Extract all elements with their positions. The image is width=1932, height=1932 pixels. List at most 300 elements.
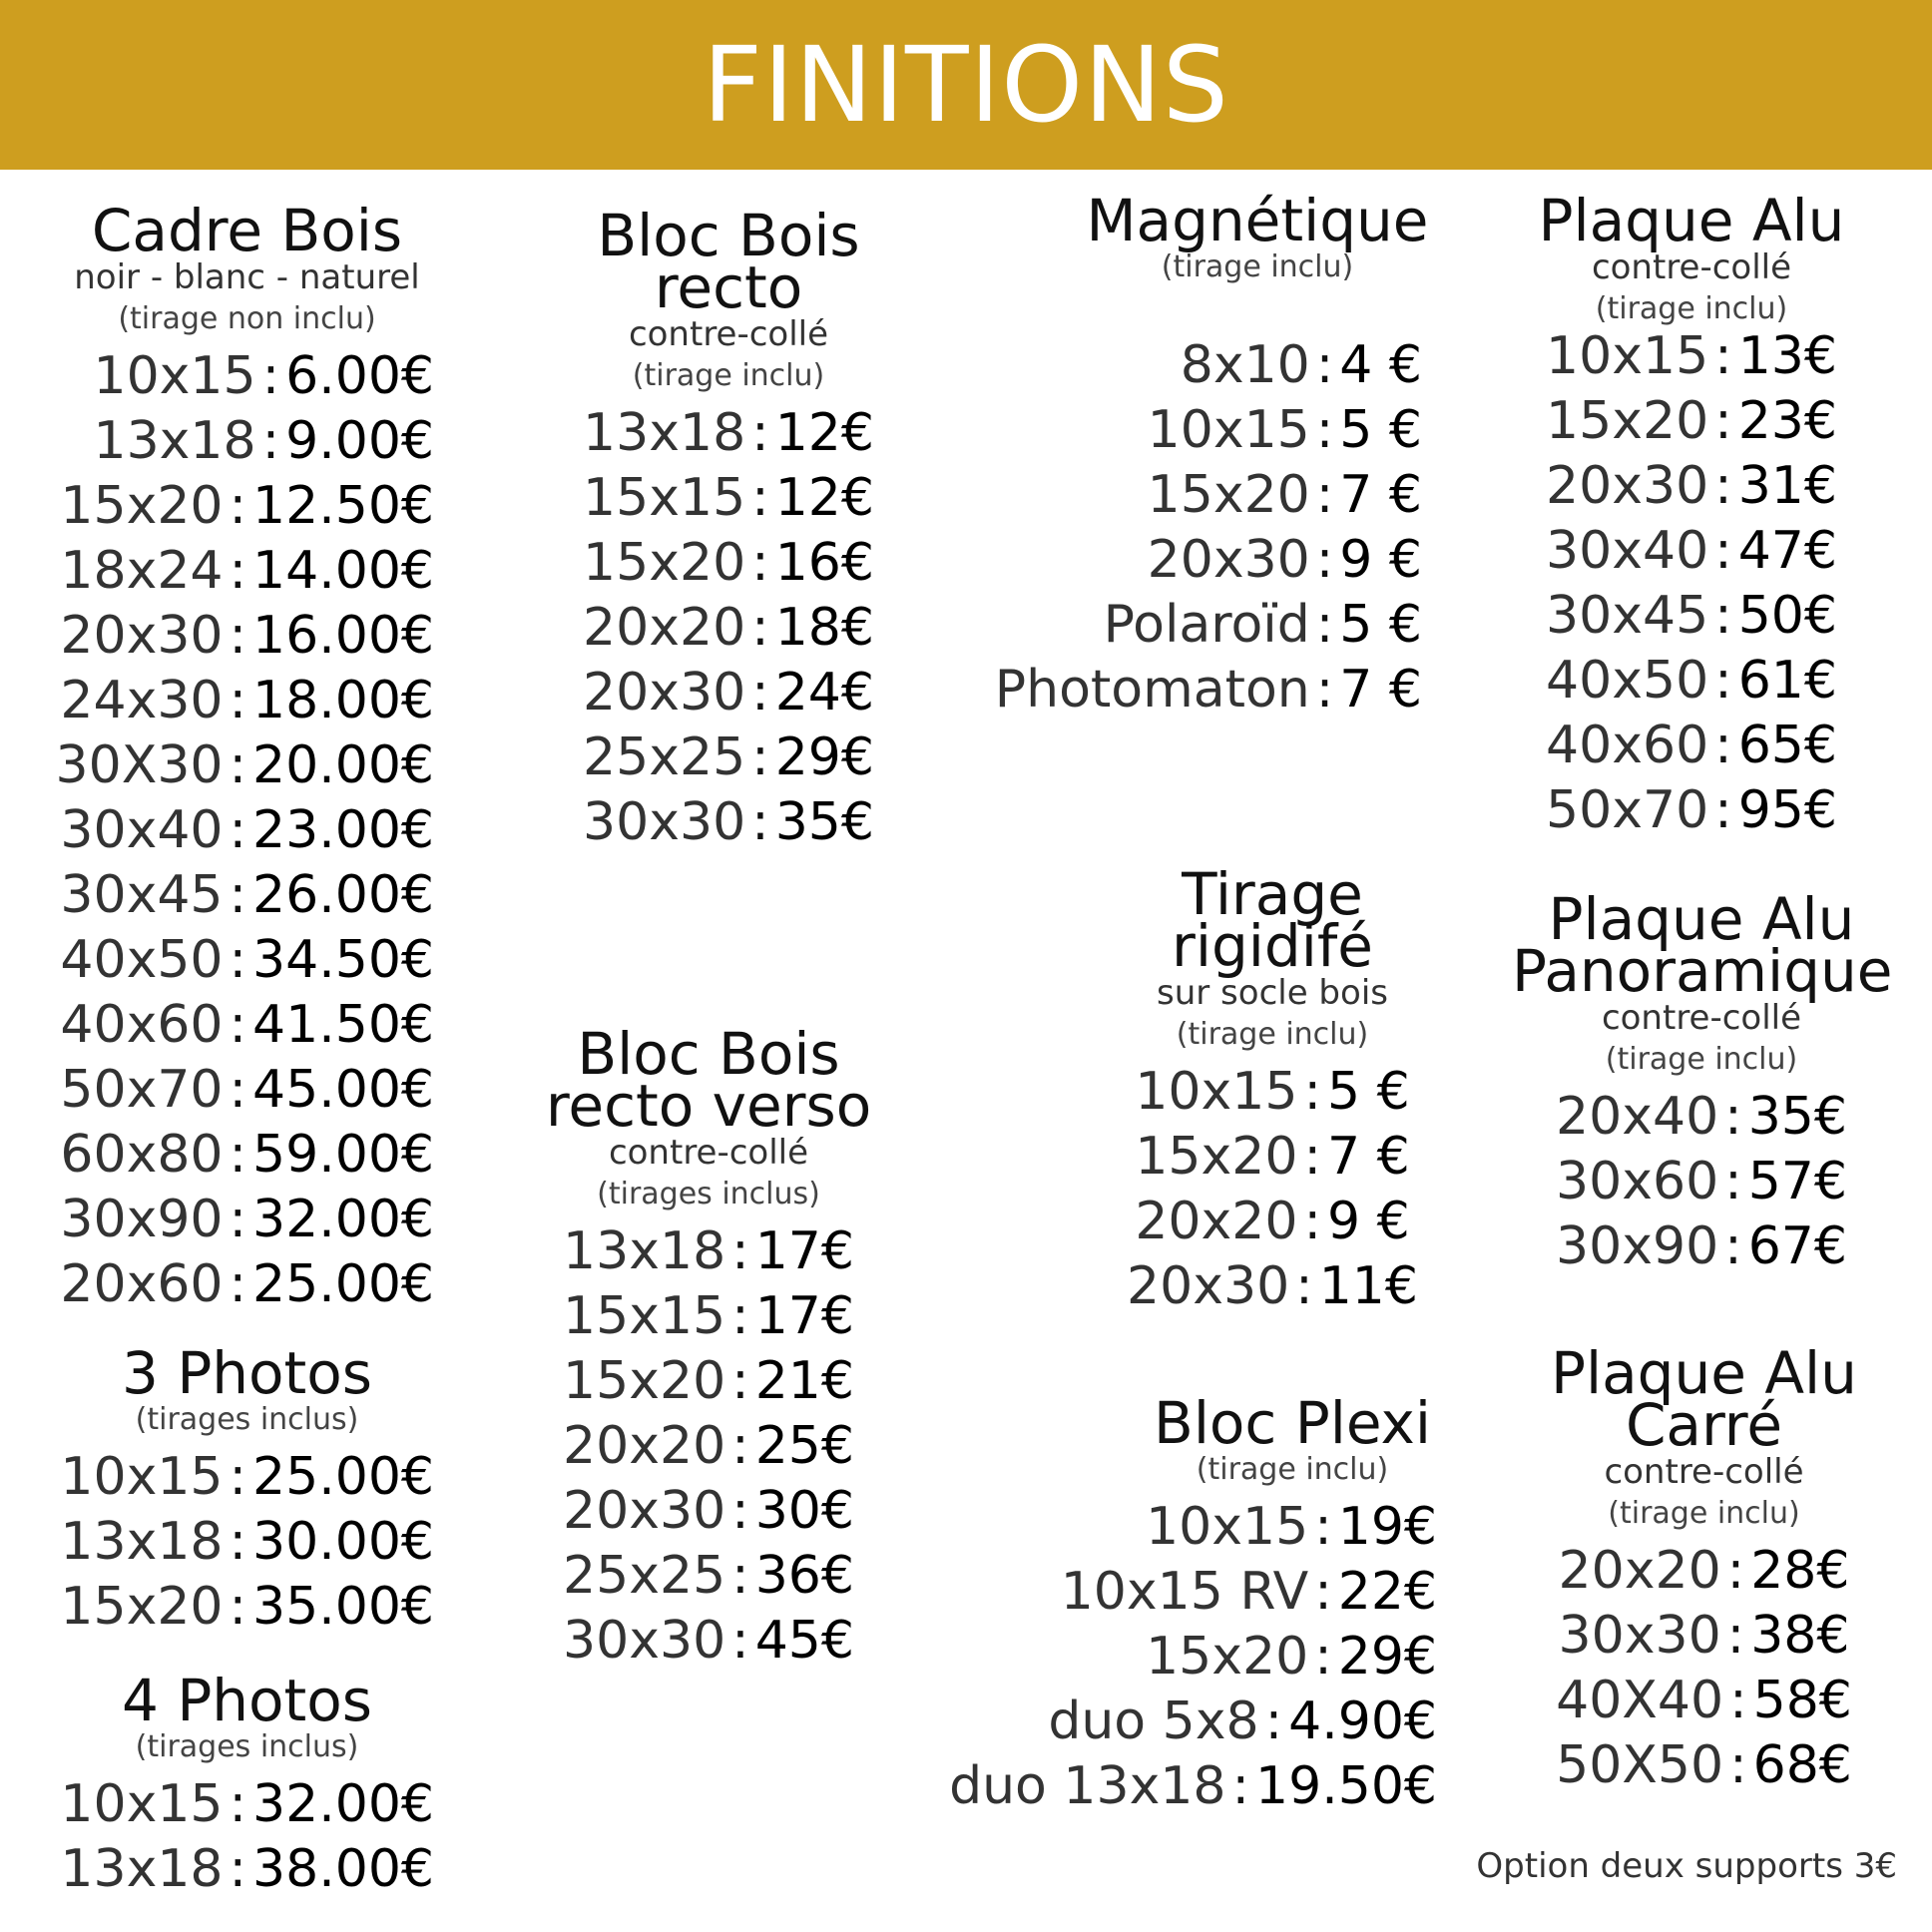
price-value: 35.00€	[252, 1577, 434, 1637]
price-value: 24€	[774, 663, 874, 723]
price-list	[1517, 324, 1866, 843]
separator: :	[1724, 1087, 1742, 1147]
price-value: 7 €	[1339, 465, 1422, 525]
section-title-line1: Plaque Alu	[1548, 885, 1855, 953]
price-row	[60, 344, 434, 409]
price-value: 59.00€	[252, 1125, 434, 1185]
separator: :	[1295, 1256, 1313, 1316]
section-subtitle: contre-collé	[628, 314, 829, 354]
section-plaque-alu-carre	[1522, 1339, 1886, 1798]
size-label: 50x70	[60, 1060, 224, 1120]
price-row	[1522, 1604, 1886, 1669]
separator: :	[731, 1481, 749, 1541]
section-title: Magnétique	[1086, 187, 1429, 254]
price-value: 18.00€	[252, 671, 434, 730]
price-value: 29€	[774, 727, 874, 787]
price-row	[60, 409, 434, 474]
price-row	[60, 1575, 434, 1640]
price-row	[60, 539, 434, 604]
price-list	[1512, 1085, 1891, 1279]
price-value: 17€	[754, 1221, 854, 1281]
price-row	[1522, 1669, 1886, 1733]
size-label: 15x20	[60, 1577, 224, 1637]
price-value: 35€	[774, 792, 874, 852]
price-value: 30€	[754, 1481, 854, 1541]
size-label: duo 5x8	[1048, 1691, 1259, 1751]
price-value: 12€	[774, 468, 874, 528]
price-row	[60, 928, 434, 993]
size-label: 30x90	[60, 1190, 224, 1249]
price-row	[988, 1560, 1437, 1625]
price-row	[988, 1495, 1437, 1560]
separator: :	[731, 1286, 749, 1346]
separator: :	[1315, 400, 1334, 460]
separator: :	[1726, 1606, 1745, 1666]
size-label: duo 13x18	[949, 1756, 1226, 1816]
price-value: 65€	[1737, 716, 1837, 775]
size-label: 15x20	[60, 476, 224, 536]
size-label: 30x45	[60, 865, 224, 925]
separator: :	[1726, 1541, 1745, 1601]
price-value: 19€	[1337, 1497, 1437, 1557]
size-label: 24x30	[60, 671, 224, 730]
section-title-line1: Plaque Alu	[1551, 1339, 1857, 1407]
price-row	[539, 1479, 878, 1544]
price-value: 41.50€	[252, 995, 434, 1055]
section-title: 4 Photos	[121, 1667, 372, 1734]
size-label: 30x30	[583, 792, 746, 852]
size-label: 13x18	[93, 411, 256, 471]
section-4-photos	[60, 1667, 434, 1902]
price-row	[1517, 324, 1866, 389]
separator: :	[1714, 326, 1732, 386]
price-value: 57€	[1747, 1152, 1847, 1211]
separator: :	[1714, 456, 1732, 516]
price-row	[60, 474, 434, 539]
size-label: 15x20	[563, 1351, 726, 1411]
section-note: (tirage inclu)	[1605, 1042, 1798, 1077]
price-value: 38.00€	[252, 1839, 434, 1899]
size-label: 10x15	[1546, 326, 1709, 386]
price-row	[998, 333, 1422, 398]
size-label: 30x30	[1558, 1606, 1721, 1666]
price-value: 25.00€	[252, 1447, 434, 1507]
section-note: (tirage inclu)	[1196, 1452, 1389, 1487]
size-label: 40x60	[1546, 716, 1709, 775]
size-label: 20x30	[1147, 530, 1310, 590]
section-title: Tirage rigidifé	[1172, 860, 1373, 980]
price-value: 45€	[754, 1611, 854, 1671]
price-value: 23€	[1737, 391, 1837, 451]
separator: :	[1314, 1627, 1332, 1687]
section-subtitle: contre-collé	[1604, 1452, 1804, 1492]
price-value: 16€	[774, 533, 874, 593]
section-note: (tirages inclus)	[135, 1729, 359, 1764]
price-value: 17€	[754, 1286, 854, 1346]
price-value: 26.00€	[252, 865, 434, 925]
separator: :	[1315, 660, 1334, 720]
price-value: 20.00€	[252, 735, 434, 795]
separator: :	[229, 1190, 247, 1249]
separator: :	[229, 541, 247, 601]
price-row	[1078, 1125, 1467, 1190]
price-row	[1512, 1150, 1891, 1214]
price-row	[994, 658, 1422, 723]
price-row	[60, 1188, 434, 1252]
size-label: 30x90	[1556, 1216, 1719, 1276]
separator: :	[229, 1839, 247, 1899]
price-list	[559, 401, 898, 855]
section-magnetique	[994, 187, 1437, 723]
price-value: 4.90€	[1288, 1691, 1437, 1751]
separator: :	[731, 1351, 749, 1411]
price-value: 34.50€	[252, 930, 434, 990]
section-title: Plaque Alu	[1538, 187, 1845, 254]
price-value: 12€	[774, 403, 874, 463]
footer-option-note: Option deux supports 3€	[1476, 1846, 1897, 1886]
price-value: 45.00€	[252, 1060, 434, 1120]
section-plaque-alu-panoramique	[1512, 885, 1893, 1279]
price-row	[1517, 454, 1866, 519]
price-value: 5 €	[1339, 400, 1422, 460]
separator: :	[1303, 1127, 1321, 1187]
size-label: 13x18	[60, 1839, 224, 1899]
section-title-line2: Panoramique	[1512, 937, 1893, 1005]
price-value: 29€	[1337, 1627, 1437, 1687]
price-value: 25.00€	[252, 1254, 434, 1314]
price-row	[998, 463, 1422, 528]
size-label: 20x30	[60, 606, 224, 666]
separator: :	[1303, 1062, 1321, 1122]
price-row	[60, 669, 434, 733]
price-value: 5 €	[1326, 1062, 1410, 1122]
section-subtitle: noir - blanc - naturel	[74, 257, 420, 297]
section-tirage-rigidife	[1078, 860, 1467, 1319]
section-title: Cadre Bois	[91, 197, 403, 264]
price-row	[60, 798, 434, 863]
section-note: (tirage inclu)	[1608, 1496, 1800, 1531]
separator: :	[261, 411, 280, 471]
separator: :	[731, 1546, 749, 1606]
price-row	[539, 1349, 878, 1414]
price-row	[60, 1252, 434, 1317]
separator: :	[1714, 391, 1732, 451]
size-label: 40x50	[1546, 651, 1709, 711]
separator: :	[751, 663, 769, 723]
price-list	[60, 1445, 434, 1640]
section-3-photos	[60, 1339, 434, 1640]
size-label: 8x10	[1180, 335, 1310, 395]
price-list	[1078, 1060, 1467, 1319]
section-title-line2: recto	[654, 253, 803, 321]
price-list	[55, 344, 434, 1317]
price-row	[1512, 1214, 1891, 1279]
size-label: 10x15	[1135, 1062, 1298, 1122]
separator: :	[229, 1577, 247, 1637]
separator: :	[229, 865, 247, 925]
size-label: 40x50	[60, 930, 224, 990]
separator: :	[1714, 780, 1732, 840]
price-row	[1517, 584, 1866, 649]
separator: :	[1264, 1691, 1283, 1751]
price-value: 5 €	[1339, 595, 1422, 655]
price-value: 12.50€	[252, 476, 434, 536]
size-label: 30x40	[60, 800, 224, 860]
separator: :	[751, 533, 769, 593]
separator: :	[1729, 1735, 1747, 1795]
price-value: 32.00€	[252, 1190, 434, 1249]
size-label: 15x20	[1135, 1127, 1298, 1187]
price-row	[539, 1544, 878, 1609]
price-value: 13€	[1737, 326, 1837, 386]
section-subtitle: sur socle bois	[1157, 973, 1388, 1013]
price-row	[559, 661, 898, 725]
price-value: 6.00€	[285, 346, 434, 406]
price-row	[1517, 519, 1866, 584]
size-label: 25x25	[583, 727, 746, 787]
price-value: 30.00€	[252, 1512, 434, 1572]
section-subtitle: contre-collé	[1601, 998, 1802, 1038]
section-title: Bloc Plexi	[1154, 1389, 1431, 1457]
separator: :	[229, 1125, 247, 1185]
price-row	[1078, 1190, 1467, 1254]
separator: :	[751, 792, 769, 852]
price-row	[998, 528, 1422, 593]
price-value: 22€	[1337, 1562, 1437, 1622]
size-label: Polaroïd	[1103, 595, 1310, 655]
separator: :	[751, 598, 769, 658]
section-title-line2: Carré	[1625, 1391, 1783, 1459]
separator: :	[229, 1512, 247, 1572]
price-row	[1522, 1539, 1886, 1604]
separator: :	[1714, 521, 1732, 581]
price-value: 47€	[1737, 521, 1837, 581]
size-label: 13x18	[60, 1512, 224, 1572]
size-label: 30X30	[55, 735, 224, 795]
price-row	[60, 1510, 434, 1575]
separator: :	[1315, 335, 1334, 395]
price-value: 9 €	[1339, 530, 1422, 590]
price-row	[559, 596, 898, 661]
size-label: 30x45	[1546, 586, 1709, 646]
separator: :	[1729, 1671, 1747, 1730]
price-row	[1517, 778, 1866, 843]
price-row	[559, 725, 898, 790]
size-label: 40x60	[60, 995, 224, 1055]
size-label: 40X40	[1556, 1671, 1724, 1730]
price-value: 7 €	[1326, 1127, 1410, 1187]
price-value: 16.00€	[252, 606, 434, 666]
separator: :	[229, 800, 247, 860]
separator: :	[1303, 1192, 1321, 1251]
price-row	[1078, 1060, 1467, 1125]
header-banner	[0, 0, 1932, 170]
separator: :	[731, 1611, 749, 1671]
price-list	[539, 1219, 878, 1674]
price-row	[1517, 389, 1866, 454]
separator: :	[229, 1774, 247, 1834]
price-value: 9.00€	[285, 411, 434, 471]
price-list	[949, 1495, 1447, 1819]
price-row	[60, 1772, 434, 1837]
price-row	[539, 1609, 878, 1674]
price-row	[998, 593, 1422, 658]
price-row	[949, 1754, 1437, 1819]
size-label: 15x20	[1546, 391, 1709, 451]
separator: :	[229, 476, 247, 536]
section-note: (tirage inclu)	[1595, 291, 1788, 326]
size-label: 60x80	[60, 1125, 224, 1185]
size-label: 20x30	[563, 1481, 726, 1541]
price-value: 21€	[754, 1351, 854, 1411]
price-value: 38€	[1750, 1606, 1850, 1666]
price-row	[60, 863, 434, 928]
separator: :	[731, 1221, 749, 1281]
price-value: 25€	[754, 1416, 854, 1476]
size-label: 30x30	[563, 1611, 726, 1671]
price-list	[1522, 1539, 1886, 1798]
price-value: 36€	[754, 1546, 854, 1606]
separator: :	[1315, 530, 1334, 590]
price-row	[60, 1123, 434, 1188]
price-row	[539, 1414, 878, 1479]
price-value: 35€	[1747, 1087, 1847, 1147]
price-value: 9 €	[1326, 1192, 1410, 1251]
price-list	[60, 1772, 434, 1902]
size-label: 20x20	[1558, 1541, 1721, 1601]
page-title: FINITIONS	[703, 24, 1229, 146]
separator: :	[1714, 716, 1732, 775]
separator: :	[229, 606, 247, 666]
size-label: 10x15	[60, 1774, 224, 1834]
price-row	[988, 1690, 1437, 1754]
section-plaque-alu	[1517, 187, 1866, 843]
price-value: 28€	[1750, 1541, 1850, 1601]
separator: :	[229, 995, 247, 1055]
separator: :	[1724, 1152, 1742, 1211]
price-row	[559, 401, 898, 466]
price-value: 61€	[1737, 651, 1837, 711]
size-label: 50x70	[1546, 780, 1709, 840]
size-label: 20x30	[1546, 456, 1709, 516]
separator: :	[261, 346, 280, 406]
size-label: Photomaton	[994, 660, 1310, 720]
section-title-line1: Bloc Bois	[597, 202, 860, 269]
separator: :	[1231, 1756, 1250, 1816]
size-label: 15x20	[1146, 1627, 1309, 1687]
size-label: 10x15	[1147, 400, 1310, 460]
price-row	[539, 1219, 878, 1284]
size-label: 25x25	[563, 1546, 726, 1606]
price-value: 68€	[1752, 1735, 1852, 1795]
price-value: 7 €	[1339, 660, 1422, 720]
size-label: 10x15 RV	[1060, 1562, 1309, 1622]
size-label: 20x20	[583, 598, 746, 658]
separator: :	[229, 1060, 247, 1120]
section-bloc-bois-recto-verso	[539, 1020, 878, 1674]
separator: :	[229, 735, 247, 795]
section-title-line1: Bloc Bois	[577, 1020, 840, 1088]
size-label: 18x24	[60, 541, 224, 601]
section-note: (tirages inclus)	[135, 1402, 359, 1437]
price-row	[55, 733, 434, 798]
separator: :	[1724, 1216, 1742, 1276]
size-label: 20x30	[583, 663, 746, 723]
price-value: 31€	[1737, 456, 1837, 516]
size-label: 20x30	[1127, 1256, 1290, 1316]
price-value: 58€	[1752, 1671, 1852, 1730]
price-value: 19.50€	[1255, 1756, 1437, 1816]
size-label: 20x60	[60, 1254, 224, 1314]
size-label: 10x15	[60, 1447, 224, 1507]
size-label: 30x60	[1556, 1152, 1719, 1211]
section-note: (tirage non inclu)	[118, 301, 376, 336]
separator: :	[1714, 651, 1732, 711]
size-label: 10x15	[1146, 1497, 1309, 1557]
size-label: 15x15	[583, 468, 746, 528]
price-row	[998, 398, 1422, 463]
price-value: 67€	[1747, 1216, 1847, 1276]
section-bloc-plexi	[949, 1389, 1447, 1819]
separator: :	[1314, 1562, 1332, 1622]
section-note: (tirages inclus)	[597, 1177, 820, 1211]
price-value: 4 €	[1339, 335, 1422, 395]
section-subtitle: contre-collé	[608, 1133, 809, 1173]
price-row	[60, 604, 434, 669]
price-row	[60, 993, 434, 1058]
price-value: 50€	[1737, 586, 1837, 646]
section-note: (tirage inclu)	[1176, 1017, 1369, 1052]
size-label: 20x20	[563, 1416, 726, 1476]
price-row	[1512, 1085, 1891, 1150]
price-value: 11€	[1318, 1256, 1418, 1316]
separator: :	[229, 1254, 247, 1314]
section-bloc-bois-recto	[559, 202, 898, 855]
price-value: 32.00€	[252, 1774, 434, 1834]
size-label: 15x20	[1147, 465, 1310, 525]
price-row	[559, 790, 898, 855]
size-label: 50X50	[1556, 1735, 1724, 1795]
section-title-line2: recto verso	[545, 1072, 872, 1140]
separator: :	[751, 727, 769, 787]
separator: :	[229, 1447, 247, 1507]
size-label: 10x15	[93, 346, 256, 406]
size-label: 13x18	[563, 1221, 726, 1281]
size-label: 20x40	[1556, 1087, 1719, 1147]
price-value: 18€	[774, 598, 874, 658]
price-row	[1522, 1733, 1886, 1798]
separator: :	[751, 403, 769, 463]
size-label: 20x20	[1135, 1192, 1298, 1251]
section-cadre-bois	[55, 197, 434, 1317]
separator: :	[1714, 586, 1732, 646]
section-subtitle: contre-collé	[1591, 247, 1792, 287]
price-list	[994, 333, 1437, 723]
price-row	[60, 1058, 434, 1123]
separator: :	[1315, 595, 1334, 655]
size-label: 13x18	[583, 403, 746, 463]
separator: :	[731, 1416, 749, 1476]
price-row	[559, 466, 898, 531]
price-value: 23.00€	[252, 800, 434, 860]
price-value: 14.00€	[252, 541, 434, 601]
separator: :	[751, 468, 769, 528]
price-row	[1517, 649, 1866, 714]
size-label: 15x20	[583, 533, 746, 593]
price-row	[1517, 714, 1866, 778]
price-row	[1078, 1254, 1467, 1319]
price-row	[988, 1625, 1437, 1690]
